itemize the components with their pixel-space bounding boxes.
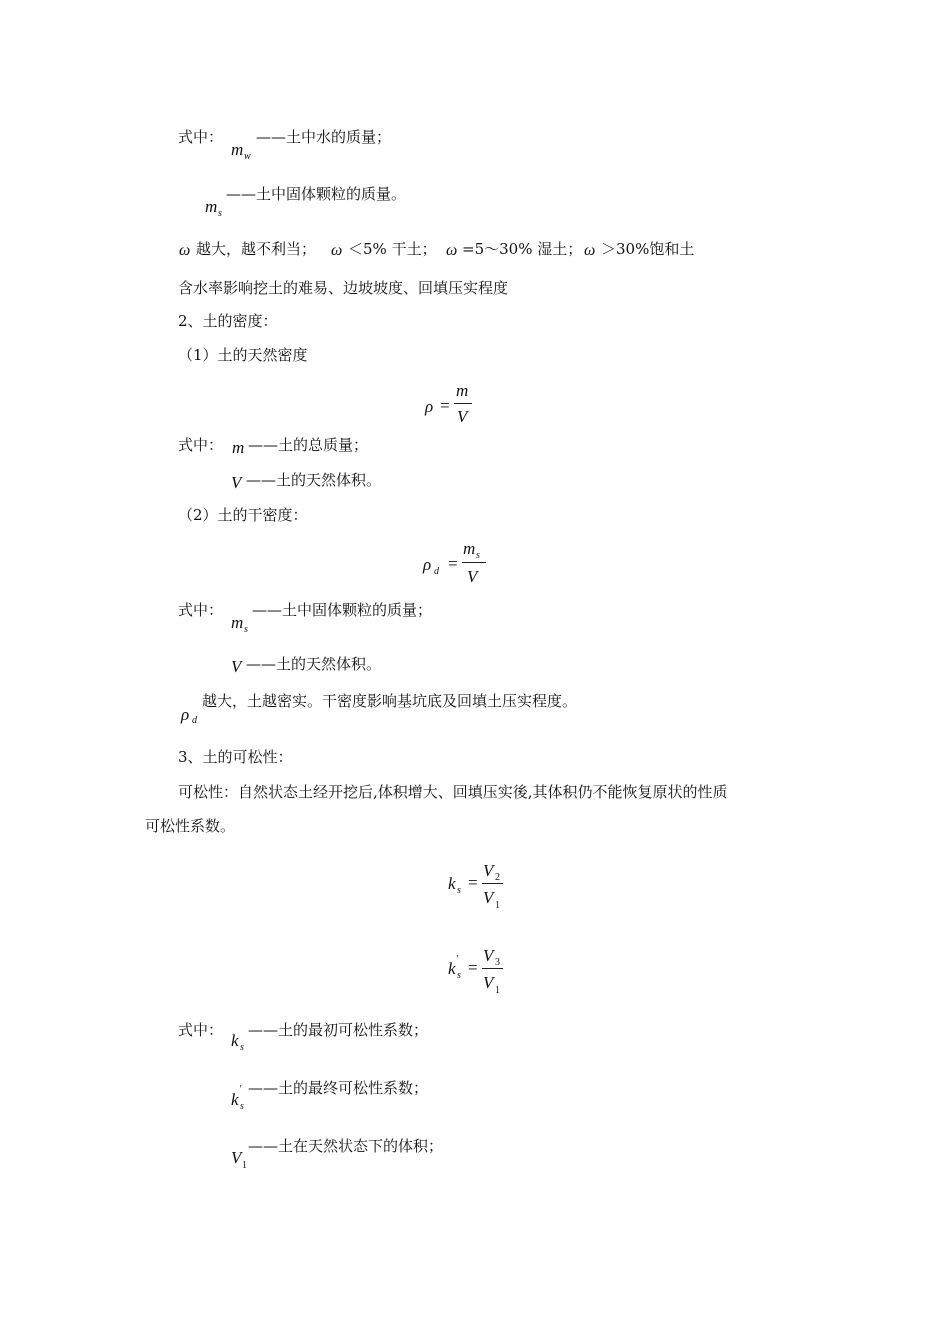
- sub-1: 1: [495, 985, 500, 996]
- looseness-definition-cont: 可松性系数。: [145, 817, 236, 835]
- sub-s: s: [244, 624, 248, 635]
- var-m: m: [232, 438, 245, 457]
- numerator: m: [456, 381, 469, 400]
- sub-3: 3: [495, 957, 500, 968]
- sub-s: s: [240, 1042, 244, 1053]
- numerator: V: [483, 946, 494, 965]
- sub-d: d: [434, 566, 439, 577]
- sub-s: s: [476, 550, 480, 561]
- omega-text: ＜5% 干土；: [348, 240, 437, 258]
- sub-s: s: [457, 970, 461, 981]
- symbol-rho: ρ: [423, 555, 432, 574]
- omega-text: ＞30%饱和土: [601, 240, 695, 258]
- rhod-text: 越大，土越密实。干密度影响基坑底及回填土压实程度。: [202, 692, 578, 710]
- legend-desc: ——土在天然状态下的体积；: [248, 1137, 444, 1155]
- legend-desc: ——土的最终可松性系数；: [248, 1079, 429, 1097]
- numerator: V: [483, 861, 494, 880]
- symbol-k: k: [231, 1090, 239, 1109]
- legend-prefix: 式中：: [178, 1021, 224, 1039]
- omega-symbol: ω: [446, 242, 458, 259]
- var-m: m: [205, 197, 218, 216]
- section-3-title: 3、土的可松性：: [178, 748, 293, 766]
- section-2-title: 2、土的密度：: [178, 312, 278, 330]
- legend-desc: ——土中固体颗粒的质量；: [252, 601, 433, 619]
- fraction-bar: [482, 883, 503, 884]
- legend-desc: ——土中固体颗粒的质量。: [226, 185, 407, 203]
- sub-s: s: [218, 208, 222, 219]
- legend-desc: ——土中水的质量；: [256, 128, 392, 146]
- sub-1: 1: [242, 1160, 247, 1171]
- equals-sign: =: [468, 958, 478, 977]
- omega-symbol: ω: [584, 242, 596, 259]
- numerator: m: [463, 539, 476, 558]
- sub-1: 1: [495, 900, 500, 911]
- var-V: V: [231, 473, 242, 492]
- var-m: m: [231, 613, 244, 632]
- symbol-k: k: [231, 1031, 239, 1050]
- fraction-bar: [462, 562, 486, 563]
- denominator: V: [467, 567, 478, 586]
- denominator: V: [483, 973, 494, 992]
- equals-sign: =: [468, 873, 478, 892]
- moisture-effect-text: 含水率影响挖土的难易、边坡坡度、回填压实程度: [178, 279, 509, 297]
- legend-prefix: 式中：: [178, 436, 224, 454]
- symbol-rho: ρ: [181, 705, 190, 724]
- sup-prime: ': [456, 954, 459, 965]
- denominator: V: [483, 888, 494, 907]
- omega-text: 越大，越不利当；: [196, 240, 317, 258]
- sub-w: w: [244, 151, 251, 162]
- legend-prefix: 式中：: [178, 601, 224, 619]
- var-m: m: [231, 140, 244, 159]
- legend-desc: ——土的最初可松性系数；: [248, 1021, 429, 1039]
- fraction-bar: [454, 403, 472, 404]
- legend-desc: ——土的天然体积。: [246, 471, 382, 489]
- sub-d: d: [192, 715, 197, 726]
- subsection-2-title: （2）土的干密度：: [178, 506, 308, 524]
- fraction-bar: [482, 968, 503, 969]
- legend-desc: ——土的天然体积。: [246, 655, 382, 673]
- symbol-k: k: [448, 959, 456, 978]
- equals-sign: =: [448, 554, 458, 573]
- subsection-1-title: （1）土的天然密度: [178, 346, 308, 364]
- equals-sign: =: [440, 396, 450, 415]
- legend-desc: ——土的总质量；: [248, 436, 369, 454]
- omega-symbol: ω: [179, 242, 191, 259]
- sub-2: 2: [495, 872, 500, 883]
- omega-text: =5～30% 湿土；: [462, 240, 583, 258]
- looseness-definition: 可松性：自然状态土经开挖后,体积增大、回填压实後,其体积仍不能恢复原状的性质: [178, 783, 728, 801]
- sub-s: s: [240, 1101, 244, 1112]
- omega-symbol: ω: [331, 242, 343, 259]
- sup-prime: ': [239, 1084, 242, 1095]
- var-V: V: [231, 657, 242, 676]
- symbol-k: k: [448, 874, 456, 893]
- legend-prefix: 式中：: [178, 128, 224, 146]
- symbol-rho: ρ: [425, 397, 434, 416]
- var-V: V: [231, 1148, 242, 1167]
- denominator: V: [457, 407, 468, 426]
- sub-s: s: [457, 885, 461, 896]
